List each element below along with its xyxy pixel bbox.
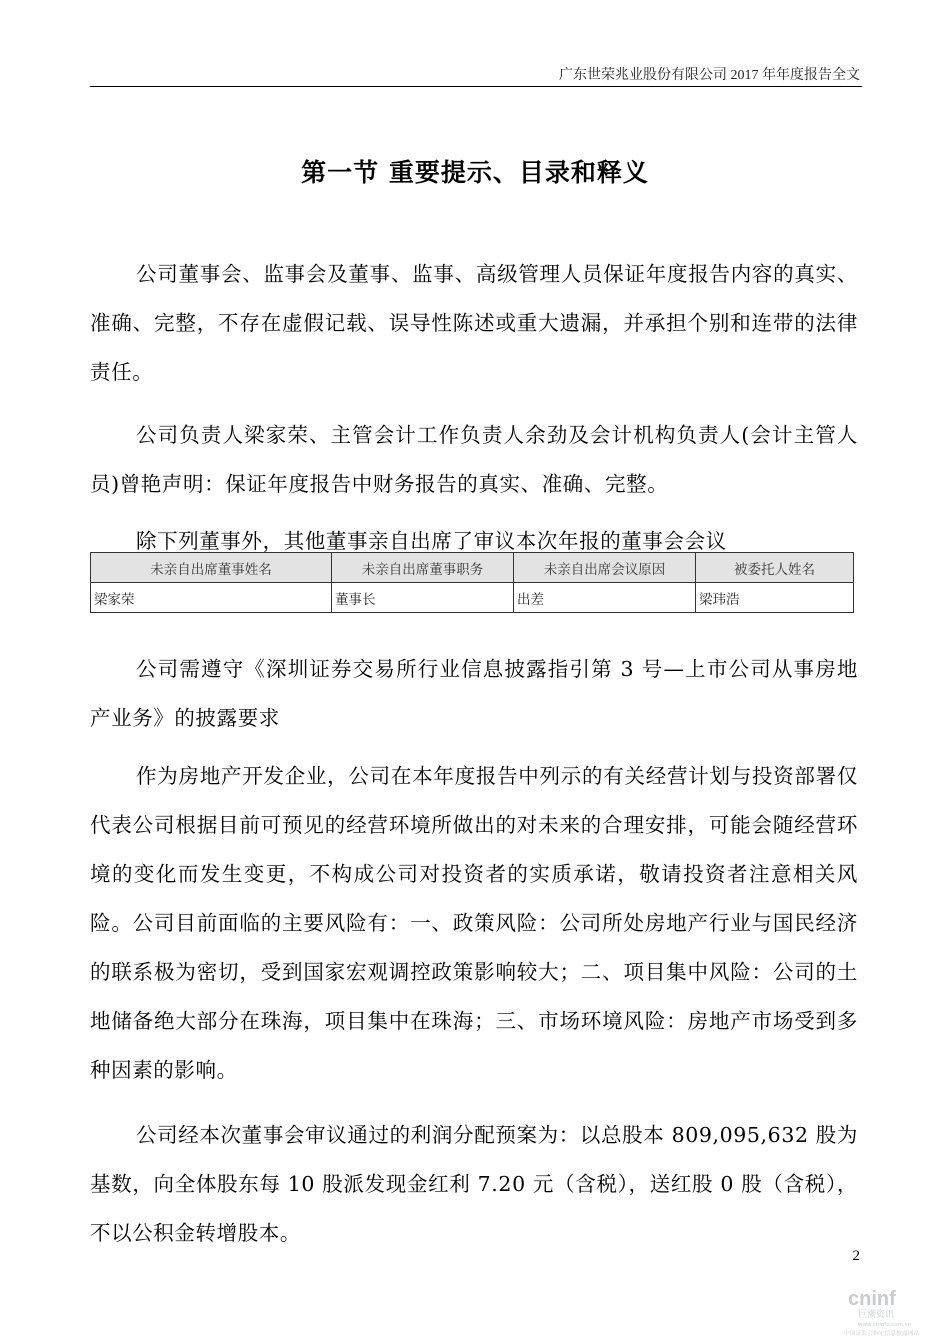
paragraph-absent-directors-intro: 除下列董事外，其他董事亲自出席了审议本次年报的董事会会议 xyxy=(136,528,727,553)
paragraph-truthfulness-statement: 公司董事会、监事会及董事、监事、高级管理人员保证年度报告内容的真实、准确、完整，不存在虚假记载、误导性陈述或重大遗漏，并承担个别和连带的法律责任。 xyxy=(90,261,858,384)
header-rule xyxy=(90,86,862,87)
paragraph-disclosure-guideline: 公司需遵守《深圳证券交易所行业信息披露指引第 3 号—上市公司从事房地产业务》的披露要求 xyxy=(90,656,858,730)
watermark-logo-text: cninf xyxy=(848,1288,896,1310)
watermark-url: www.cninfo.com.cn xyxy=(858,1322,912,1328)
table-cell: 董事长 xyxy=(332,583,514,613)
cninfo-watermark-logo xyxy=(844,1283,940,1338)
table-header-cell: 被委托人姓名 xyxy=(696,553,854,583)
watermark-tagline: 中国证监会指定信息披露网站 xyxy=(844,1331,920,1337)
table-header-cell: 未亲自出席董事姓名 xyxy=(91,553,332,583)
paragraph-risk-factors: 作为房地产开发企业，公司在本年度报告中列示的有关经营计划与投资部署仅代表公司根据目前可预见的经营环境所做出的对未来的合理安排，可能会随经营环境的变化而发生变更，不构成公司对投资者的实质承诺，敬请投资者注意相关风险。公司目前面临的主要风险有：一、政策风险：公司所处房地产行业与国民经济的联系极为密切，受到国家宏观调控政策影响较大；二、项目集中风险：公司的土地储备绝大部分在珠海，项目集中在珠海；三、市场环境风险：房地产市场受到多种因素的影响。 xyxy=(90,763,858,1082)
table-cell: 出差 xyxy=(514,583,696,613)
table-row xyxy=(91,583,854,613)
absent-directors-table xyxy=(90,552,854,613)
running-header: 广东世荣兆业股份有限公司 2017 年年度报告全文 xyxy=(559,68,860,83)
watermark-brand-cn: 巨潮资讯 xyxy=(858,1310,895,1320)
paragraph-financial-statement-declaration: 公司负责人梁家荣、主管会计工作负责人余劲及会计机构负责人(会计主管人员)曾艳声明：保证年度报告中财务报告的真实、准确、完整。 xyxy=(90,422,858,496)
table-header-cell: 未亲自出席董事职务 xyxy=(332,553,514,583)
paragraph-profit-distribution: 公司经本次董事会审议通过的利润分配预案为：以总股本 809,095,632 股为基数，向全体股东每 10 股派发现金红利 7.20 元（含税），送红股 0 股（含税），不以公积金转增股本。 xyxy=(90,1122,858,1245)
table-cell: 梁玮浩 xyxy=(696,583,854,613)
section-title: 第一节 重要提示、目录和释义 xyxy=(301,158,649,187)
table-cell: 梁家荣 xyxy=(91,583,332,613)
page-number: 2 xyxy=(852,1248,860,1264)
table-header-cell: 未亲自出席会议原因 xyxy=(514,553,696,583)
table-header-row xyxy=(91,553,854,583)
